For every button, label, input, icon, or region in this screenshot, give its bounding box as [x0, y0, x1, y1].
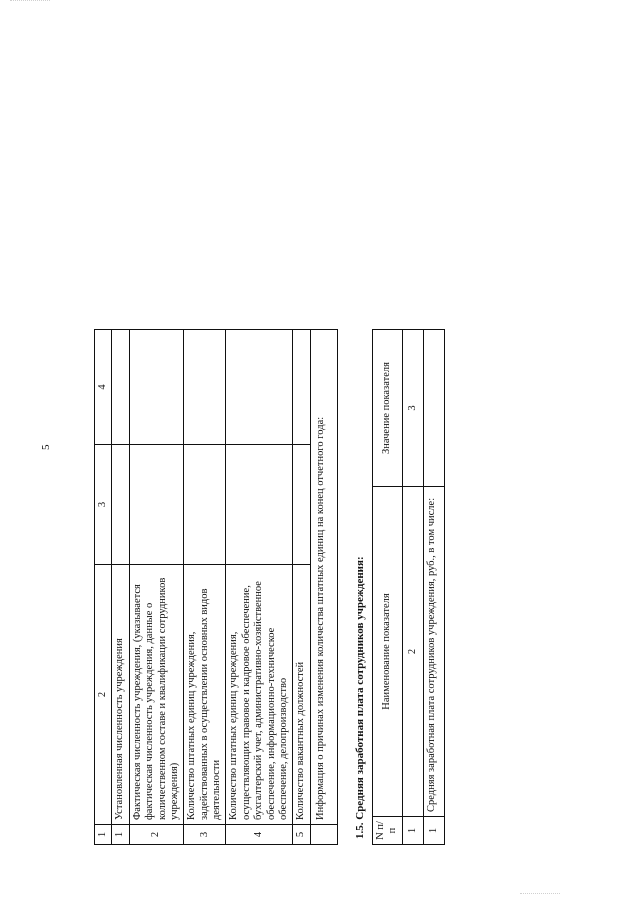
row-number: 5 [293, 825, 310, 845]
note-spacer [310, 825, 337, 845]
table-row [423, 330, 444, 845]
staffing-change-note: Информация о причинах изменения количества штатных единиц на конец отчетного года: [310, 330, 337, 825]
section-title: 1.5. Средняя заработная плата сотрудников учреждения: [354, 556, 366, 839]
row-value [112, 330, 129, 445]
row-number: 4 [226, 825, 293, 845]
header-cell: 3 [95, 445, 112, 565]
row-number: 1 [423, 817, 444, 845]
row-number: 2 [129, 825, 184, 845]
header-cell: N п/п [373, 817, 403, 845]
row-number: 3 [184, 825, 226, 845]
row-label: Количество вакантных должностей [293, 565, 310, 825]
page-number: 5 [40, 444, 52, 450]
table-row [112, 330, 129, 845]
header-cell: 4 [95, 330, 112, 445]
header-cell: 1 [95, 825, 112, 845]
row-value [226, 445, 293, 565]
table-subheader-row [402, 330, 423, 845]
row-label: Количество штатных единиц учреждения, осуществляющих правовое и кадровое обеспечение, бухгалтерский учет, административно-хозяйственное обеспечение, информационно-техническое обеспечение, делопроизводство [226, 565, 293, 825]
row-value [226, 330, 293, 445]
table-header-row [95, 330, 112, 845]
row-label: Средняя заработная плата сотрудников учреждения, руб., в том числе: [423, 487, 444, 817]
row-value [184, 445, 226, 565]
header-cell: Значение показателя [373, 330, 403, 487]
document-content [94, 330, 445, 845]
table-row [184, 330, 226, 845]
table-header-row [373, 330, 403, 845]
row-value [423, 330, 444, 487]
staffing-table [94, 329, 338, 845]
row-value [184, 330, 226, 445]
table-row [293, 330, 310, 845]
row-value [293, 330, 310, 445]
scan-artifact [10, 0, 50, 7]
table-row [129, 330, 184, 845]
salary-table [372, 329, 445, 845]
row-value [129, 445, 184, 565]
row-number: 1 [112, 825, 129, 845]
header-cell: 1 [402, 817, 423, 845]
scan-artifact [520, 893, 560, 900]
table-row [226, 330, 293, 845]
row-value [293, 445, 310, 565]
header-cell: 2 [95, 565, 112, 825]
header-cell: 3 [402, 330, 423, 487]
row-value [112, 445, 129, 565]
row-label: Количество штатных единиц учреждения, задействованных в осуществлении основных видов деятельности [184, 565, 226, 825]
table-note-row [310, 330, 337, 845]
row-label: Фактическая численность учреждения, (указывается фактическая численность учреждения, данные о количественном составе и квалификации сотрудников учреждения) [129, 565, 184, 825]
header-cell: 2 [402, 487, 423, 817]
row-value [129, 330, 184, 445]
header-cell: Наименование показателя [373, 487, 403, 817]
row-label: Установленная численность учреждения [112, 565, 129, 825]
